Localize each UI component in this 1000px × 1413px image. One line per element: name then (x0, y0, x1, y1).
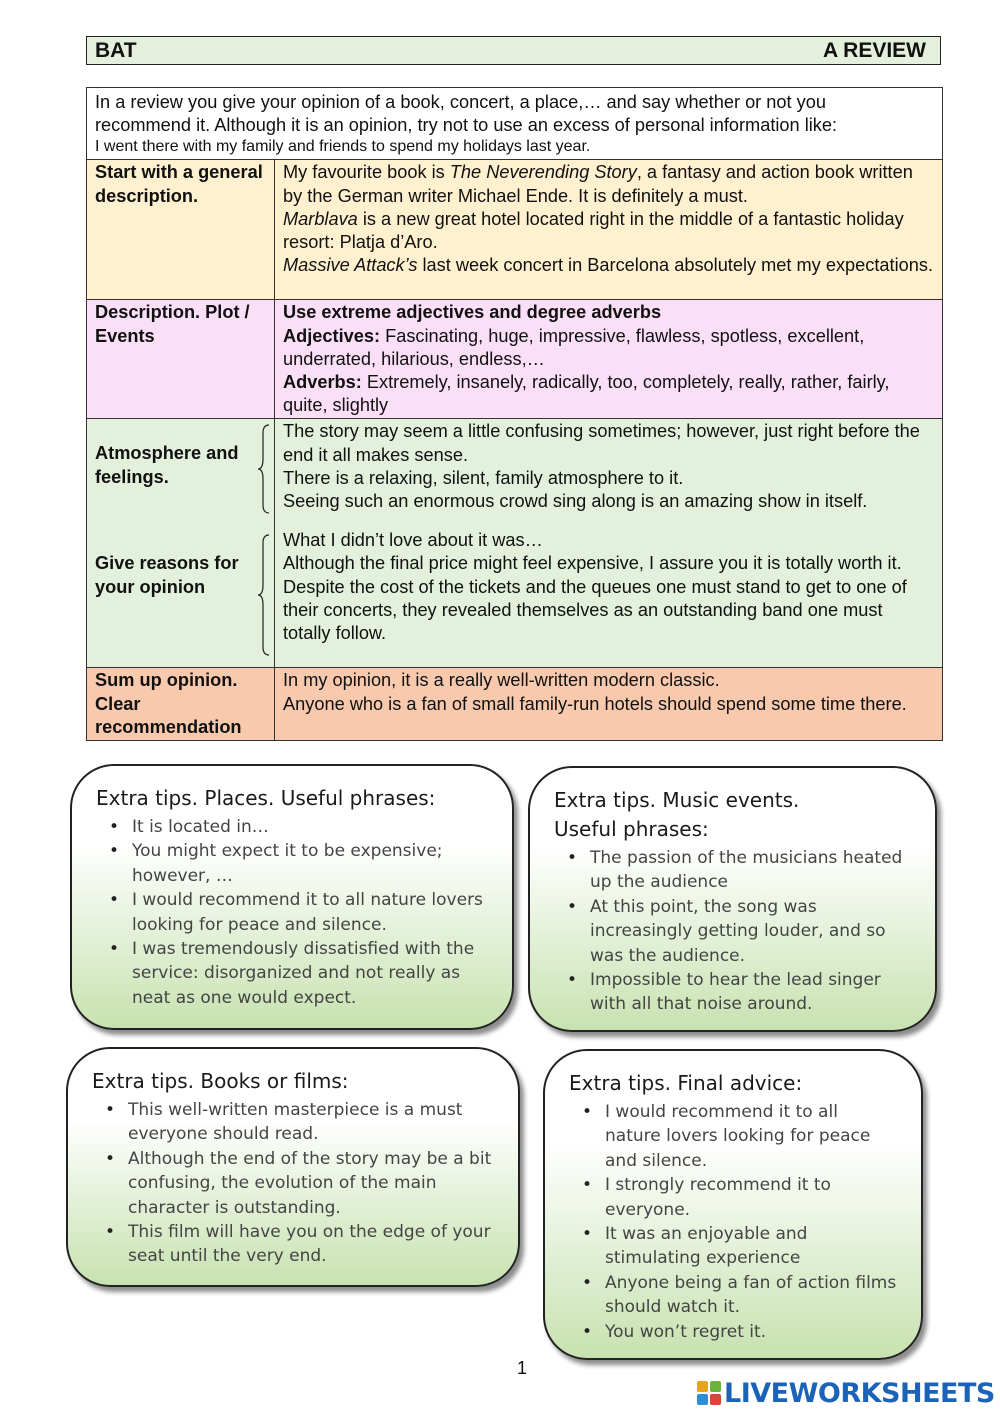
logo-mark-cell (697, 1381, 708, 1392)
summary-row (87, 668, 943, 741)
tips-title: Extra tips. Places. Useful phrases: (96, 786, 436, 810)
row-label: Start with a general description. (87, 160, 275, 300)
row-label-cell (87, 419, 275, 668)
tips-list (92, 1098, 496, 1269)
row-content (275, 668, 943, 741)
tips-books-box (66, 1047, 520, 1287)
logo-mark-cell (697, 1394, 708, 1405)
tips-list (96, 815, 490, 1010)
header-subject: BAT (95, 38, 137, 62)
curly-brace-icon (257, 533, 271, 657)
row-label: Sum up opinion. Clear recommendation (87, 668, 275, 741)
tips-list (554, 846, 913, 1017)
tips-title: Extra tips. Music events. Useful phrases: (554, 788, 800, 841)
tips-list (569, 1100, 899, 1344)
atmosphere-row (87, 419, 943, 668)
example-line (283, 208, 934, 254)
tips-final-box (543, 1049, 923, 1360)
example-line: What I didn’t love about it was… (283, 530, 543, 551)
book-title: The Neverending Story (449, 162, 637, 183)
list-item: • I would recommend it to all nature lovers looking for peace and silence. (96, 888, 490, 937)
curly-brace-icon (257, 423, 271, 515)
example-line: Despite the cost of the tickets and the queues one must stand to get to one of their concerts, they revealed themselves as an outstanding band one must totally follow. (283, 576, 907, 644)
example-line (283, 161, 934, 207)
hotel-name: Marblava (283, 208, 358, 229)
page-number: 1 (517, 1358, 528, 1378)
intro-cell (87, 88, 943, 160)
review-structure-table (86, 87, 943, 741)
adjectives-list: Fascinating, huge, impressive, flawless, spotless, excellent, underrated, hilarious, endless,… (283, 325, 865, 369)
adverbs-label: Adverbs: (283, 372, 362, 393)
plot-heading: Use extreme adjectives and degree adverbs (283, 302, 662, 323)
intro-example: I went there with my family and friends to spend my holidays last year. (95, 138, 591, 156)
example-line: There is a relaxing, silent, family atmosphere to it. (283, 467, 684, 488)
logo-mark-cell (710, 1381, 721, 1392)
text: My favourite book is (283, 162, 450, 183)
example-line: In my opinion, it is a really well-written modern classic. (283, 670, 720, 691)
example-line: Anyone who is a fan of small family-run hotels should spend some time there. (283, 693, 907, 714)
row-content (275, 160, 943, 300)
tips-places-box (70, 764, 514, 1030)
adverbs-line (283, 371, 934, 417)
tips-music-box (528, 766, 937, 1032)
list-item: • Although the end of the story may be a bit confusing, the evolution of the main character is outstanding. (92, 1147, 496, 1220)
list-item: • You won’t regret it. (569, 1320, 899, 1344)
tips-title: Extra tips. Final advice: (569, 1071, 803, 1095)
text: is a new great hotel located right in the middle of a fantastic holiday resort: Platja d’Aro. (283, 208, 904, 253)
adjectives-line (283, 325, 934, 371)
list-item: • This well-written masterpiece is a must everyone should read. (92, 1098, 496, 1147)
text: last week concert in Barcelona absolutely met my expectations. (417, 255, 934, 276)
list-item: • You might expect it to be expensive; however, … (96, 839, 490, 888)
list-item: • This film will have you on the edge of your seat until the very end. (92, 1220, 496, 1269)
tips-title: Extra tips. Books or films: (92, 1069, 349, 1093)
intro-line: recommend it. Although it is an opinion, try not to use an excess of personal information like: (95, 115, 838, 136)
logo-mark-cell (710, 1394, 721, 1405)
band-name: Massive Attack’s (283, 255, 418, 276)
row-content (275, 419, 943, 668)
text: , a fantasy and action book written by the German writer Michael Ende. It is definitely a must. (283, 162, 913, 206)
logo-mark-icon (697, 1381, 721, 1405)
example-line: The story may seem a little confusing sometimes; however, just right before the end it all makes sense. (283, 421, 920, 465)
list-item: • The passion of the musicians heated up the audience (554, 846, 913, 895)
atmosphere-label: Atmosphere and feelings. (95, 443, 239, 487)
list-item: • It is located in… (96, 815, 490, 839)
list-item: • I strongly recommend it to everyone. (569, 1173, 899, 1222)
list-item: • At this point, the song was increasingly getting louder, and so was the audience. (554, 895, 913, 968)
adverbs-list: Extremely, insanely, radically, too, completely, really, rather, fairly, quite, slightly (283, 372, 890, 416)
plot-row (87, 300, 943, 419)
example-line (283, 254, 934, 277)
page-header (86, 36, 941, 65)
reasons-label: Give reasons for your opinion (95, 553, 239, 597)
list-item: • Anyone being a fan of action films should watch it. (569, 1271, 899, 1320)
intro-row (87, 88, 943, 160)
example-line: Although the final price might feel expensive, I assure you it is totally worth it. (283, 553, 902, 574)
row-content (275, 300, 943, 419)
general-description-row (87, 160, 943, 300)
logo-text: LIVEWORKSHEETS (724, 1377, 995, 1409)
adjectives-label: Adjectives: (283, 325, 381, 346)
row-label: Description. Plot / Events (87, 300, 275, 419)
list-item: • I would recommend it to all nature lovers looking for peace and silence. (569, 1100, 899, 1173)
liveworksheets-logo[interactable] (697, 1378, 995, 1408)
list-item: • Impossible to hear the lead singer with all that noise around. (554, 968, 913, 1017)
header-title: A REVIEW (822, 38, 926, 62)
list-item: • It was an enjoyable and stimulating experience (569, 1222, 899, 1271)
intro-line: In a review you give your opinion of a book, concert, a place,… and say whether or not you (95, 92, 826, 112)
list-item: • I was tremendously dissatisfied with the service: disorganized and not really as neat as one would expect. (96, 937, 490, 1010)
example-line: Seeing such an enormous crowd sing along is an amazing show in itself. (283, 491, 868, 512)
